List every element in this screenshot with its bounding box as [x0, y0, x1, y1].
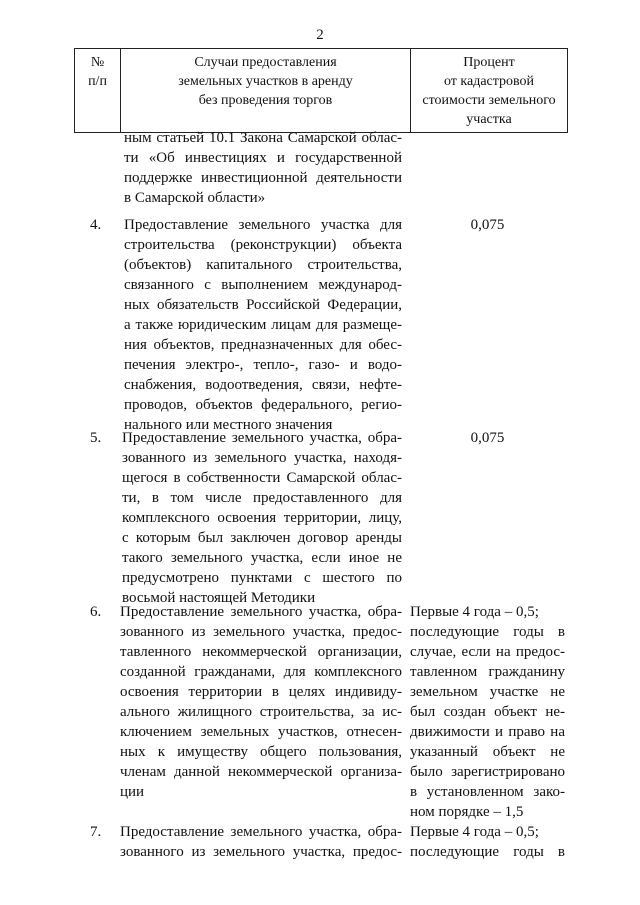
case-line: членам данной некоммерческой организа- [120, 764, 402, 780]
case-line: (объектов) капитального строительства, [124, 257, 402, 273]
case-line: а также юридическим лицам для размеще- [124, 317, 402, 333]
percent-value: 0,075 [470, 217, 505, 233]
row-case-text [122, 428, 402, 608]
header-case-cell [121, 49, 411, 133]
case-line: ключением земельных участков, отнесен- [120, 724, 402, 740]
header-case-line: без проведения торгов [198, 93, 333, 108]
table-header [74, 48, 568, 133]
row-number: 7. [90, 824, 102, 840]
case-line: восьмой настоящей Методики [122, 590, 316, 606]
percent-line: земельном участке не [410, 684, 565, 700]
case-line: зованного из земельного участка, предос- [120, 624, 402, 640]
case-line: ти, в том числе предоставленного для [122, 490, 402, 506]
row-percent [410, 215, 565, 235]
percent-line: в установленном зако- [410, 784, 565, 800]
header-case-line: земельных участков в аренду [178, 74, 353, 89]
percent-value: 0,075 [470, 430, 505, 446]
row-case-text [120, 602, 402, 802]
case-line: щегося в собственности Самарской облас- [122, 470, 402, 486]
percent-line: указанный объект не [410, 744, 565, 760]
case-line: такого земельного участка, если иное не [122, 550, 402, 566]
case-line: проводов, объектов федерального, регио- [124, 397, 402, 413]
continuation-text [124, 128, 402, 208]
case-line: ния объектов, предназначенных для обес- [124, 337, 402, 353]
case-line: ных к имуществу общего пользования, [120, 744, 402, 760]
case-line: предусмотрено пунктами с шестого по [122, 570, 402, 586]
case-line: с которым был заключен договор аренды [122, 530, 402, 546]
row-number: 4. [90, 217, 102, 233]
case-line: зованного из земельного участка, предос- [120, 844, 402, 860]
case-line: печения электро-, тепло-, газо- и водо- [124, 357, 402, 373]
header-num-cell [75, 49, 121, 133]
case-line: освоения территории в целях индивиду- [120, 684, 402, 700]
percent-line: был создан объект не- [410, 704, 565, 720]
row-percent [410, 602, 565, 822]
continuation-line: ным статьей 10.1 Закона Самарской облас- [124, 130, 402, 146]
percent-line: движимости и право на [410, 724, 565, 740]
continuation-line: в Самарской области» [124, 190, 266, 206]
page-number: 2 [316, 27, 324, 43]
case-line: Предоставление земельного участка, обра- [122, 430, 402, 446]
percent-line: было зарегистрировано [410, 764, 565, 780]
case-line: Предоставление земельного участка для [124, 217, 402, 233]
continuation-line: ти «Об инвестициях и государственной [124, 150, 402, 166]
header-percent-cell [411, 49, 568, 133]
case-line: созданной гражданами, для комплексного [120, 664, 402, 680]
row-case-text [124, 215, 402, 435]
header-case-line: Случаи предоставления [194, 55, 337, 70]
header-num-line: п/п [88, 74, 107, 89]
header-percent-line: Процент [463, 55, 515, 70]
row-percent [410, 822, 565, 862]
percent-line: последующие годы в [410, 844, 565, 860]
header-percent-line: стоимости земельного [422, 93, 556, 108]
percent-line: Первые 4 года – 0,5; [410, 824, 539, 840]
case-line: зованного из земельного участка, находя- [122, 450, 402, 466]
percent-line: последующие годы в [410, 624, 565, 640]
case-line: строительства (реконструкции) объекта [124, 237, 402, 253]
header-percent-line: от кадастровой [443, 74, 535, 89]
case-line: ального жилищного строительства, за ис- [120, 704, 402, 720]
case-line: ции [120, 784, 145, 800]
header-num-line: № [90, 55, 105, 70]
case-line: нального или местного значения [124, 417, 333, 433]
row-percent [410, 428, 565, 448]
continuation-line: поддержке инвестиционной деятельности [124, 170, 402, 186]
case-line: связанного с выполнением международ- [124, 277, 402, 293]
case-line: снабжения, водоотведения, связи, нефте- [124, 377, 402, 393]
percent-line: случае, если на предос- [410, 644, 565, 660]
case-line: комплексного освоения территории, лицу, [122, 510, 402, 526]
row-number: 6. [90, 604, 102, 620]
case-line: Предоставление земельного участка, обра- [120, 824, 402, 840]
row-number: 5. [90, 430, 102, 446]
header-percent-line: участка [466, 112, 512, 127]
percent-line: Первые 4 года – 0,5; [410, 604, 539, 620]
row-case-text [120, 822, 402, 862]
case-line: ных обязательств Российской Федерации, [124, 297, 402, 313]
case-line: Предоставление земельного участка, обра- [120, 604, 402, 620]
percent-line: тавленном гражданину [410, 664, 565, 680]
case-line: тавленного некоммерческой организации, [120, 644, 402, 660]
percent-line: ном порядке – 1,5 [410, 804, 524, 820]
